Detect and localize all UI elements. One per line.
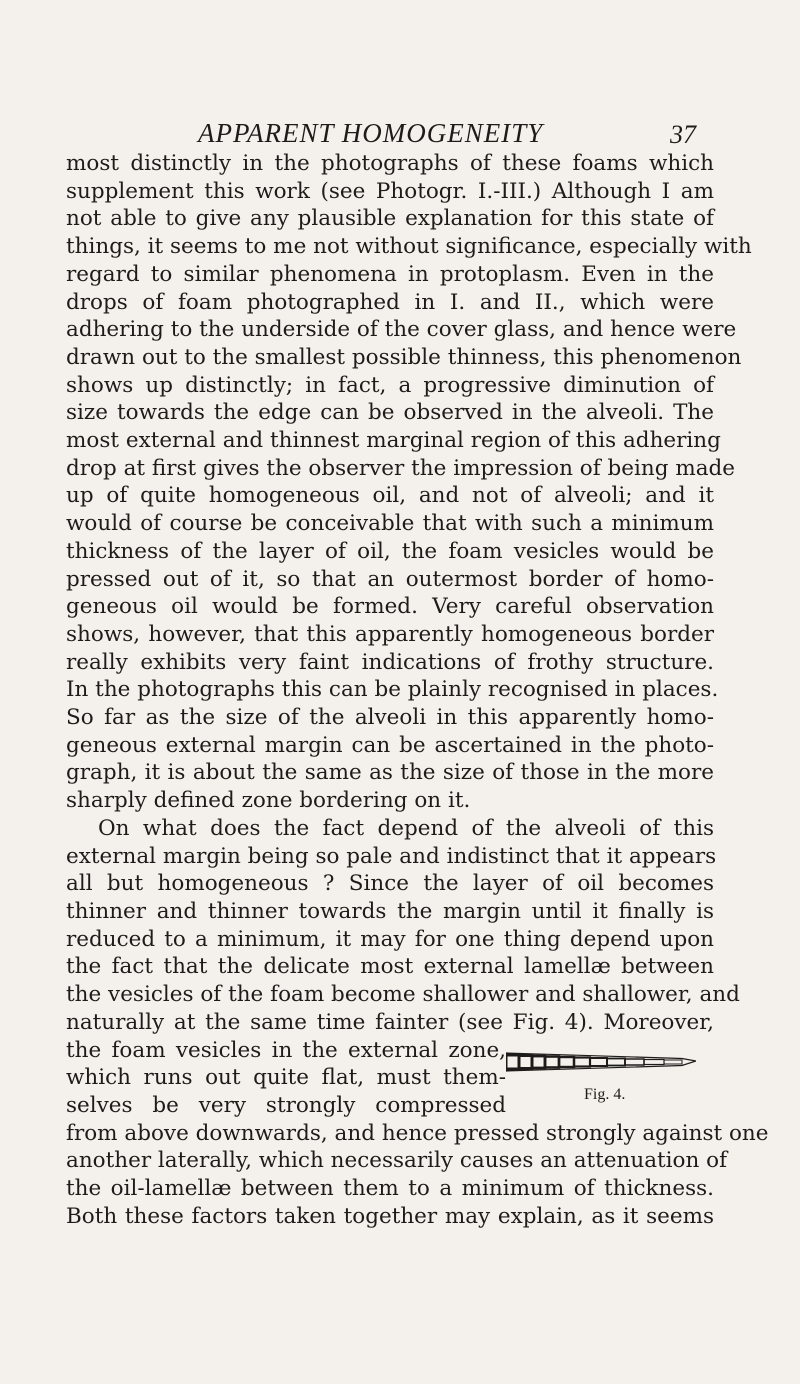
text-line: really exhibits very faint indications of frothy structure. [66, 649, 714, 675]
text-line: things, it seems to me not without significance, especially with [66, 234, 752, 260]
text-line: geneous oil would be formed. Very careful observation [66, 594, 714, 620]
text-line: sharply defined zone bordering on it. [66, 788, 471, 814]
text-line: the foam vesicles in the external zone, [66, 1037, 506, 1063]
text-line: the fact that the delicate most external lamellæ between [66, 954, 714, 980]
text-line: the vesicles of the foam become shallower and shallower, and [66, 982, 740, 1008]
text-line: the oil-lamellæ between them to a minimum of thickness. [66, 1176, 714, 1202]
text-line: supplement this work (see Photogr. I.-III.) Although I am [66, 178, 714, 204]
text-line: which runs out quite flat, must them- [66, 1065, 506, 1091]
foam-vesicle [574, 1058, 590, 1067]
figure-caption: Fig. 4. [584, 1086, 626, 1103]
text-line: would of course be conceivable that with such a minimum [66, 511, 714, 537]
text-line: adhering to the underside of the cover glass, and hence were [66, 317, 737, 343]
text-line: drawn out to the smallest possible thinness, this phenomenon [66, 344, 742, 370]
text-line: external margin being so pale and indistinct that it appears [66, 843, 717, 869]
text-line: from above downwards, and hence pressed strongly against one [66, 1120, 769, 1146]
text-line: thinner and thinner towards the margin until it finally is [66, 898, 714, 924]
text-line: drop at first gives the observer the impression of being made [66, 455, 736, 481]
text-line: naturally at the same time fainter (see Fig. 4). Moreover, [66, 1009, 714, 1035]
text-line: shows, however, that this apparently homogeneous border [66, 621, 714, 647]
text-line: thickness of the layer of oil, the foam vesicles would be [66, 538, 714, 564]
text-line: most external and thinnest marginal region of this adhering [66, 428, 721, 454]
text-line: drops of foam photographed in I. and II., which were [66, 289, 714, 315]
text-line: On what does the fact depend of the alveoli of this [98, 815, 714, 841]
foam-vesicle [545, 1057, 559, 1068]
text-line: selves be very strongly compressed [66, 1092, 506, 1118]
text-line: geneous external margin can be ascertained in the photo- [66, 732, 714, 758]
text-line: reduced to a minimum, it may for one thing depend upon [66, 926, 714, 952]
foam-vesicle [625, 1059, 644, 1065]
text-line: In the photographs this can be plainly recognised in places. [66, 677, 719, 703]
foam-vesicle [506, 1055, 519, 1069]
text-line: all but homogeneous ? Since the layer of oil becomes [66, 871, 714, 897]
running-header [0, 118, 800, 150]
paragraph-2 [66, 815, 769, 1231]
text-line: Both these factors taken together may explain, as it seems [66, 1203, 714, 1229]
text-line: up of quite homogeneous oil, and not of alveoli; and it [66, 483, 714, 509]
text-line: shows up distinctly; in fact, a progressive diminution of [66, 372, 714, 398]
foam-vesicle [559, 1057, 574, 1067]
foam-vesicle [590, 1058, 607, 1066]
text-line: most distinctly in the photographs of these foams which [66, 151, 714, 176]
text-line: not able to give any plausible explanation for this state of [66, 206, 714, 232]
foam-margin-illustration [506, 1040, 696, 1080]
running-title: APPARENT HOMOGENEITY [198, 118, 544, 148]
text-line: size towards the edge can be observed in the alveoli. The [66, 400, 714, 426]
paragraph-1 [66, 150, 752, 815]
foam-vesicle [607, 1059, 625, 1066]
foam-vesicle [532, 1056, 545, 1068]
foam-vesicle [664, 1060, 682, 1064]
text-line: another laterally, which necessarily causes an attenuation of [66, 1148, 728, 1174]
text-line: graph, it is about the same as the size of those in the more [66, 760, 714, 786]
page-number: 37 [670, 120, 696, 149]
figure-4 [506, 1040, 696, 1108]
foam-vesicle [644, 1060, 664, 1065]
text-line: So far as the size of the alveoli in this apparently homo- [66, 705, 714, 731]
foam-vesicle [519, 1056, 532, 1069]
text-line: regard to similar phenomena in protoplasm. Even in the [66, 261, 714, 287]
text-line: pressed out of it, so that an outermost border of homo- [66, 566, 714, 592]
